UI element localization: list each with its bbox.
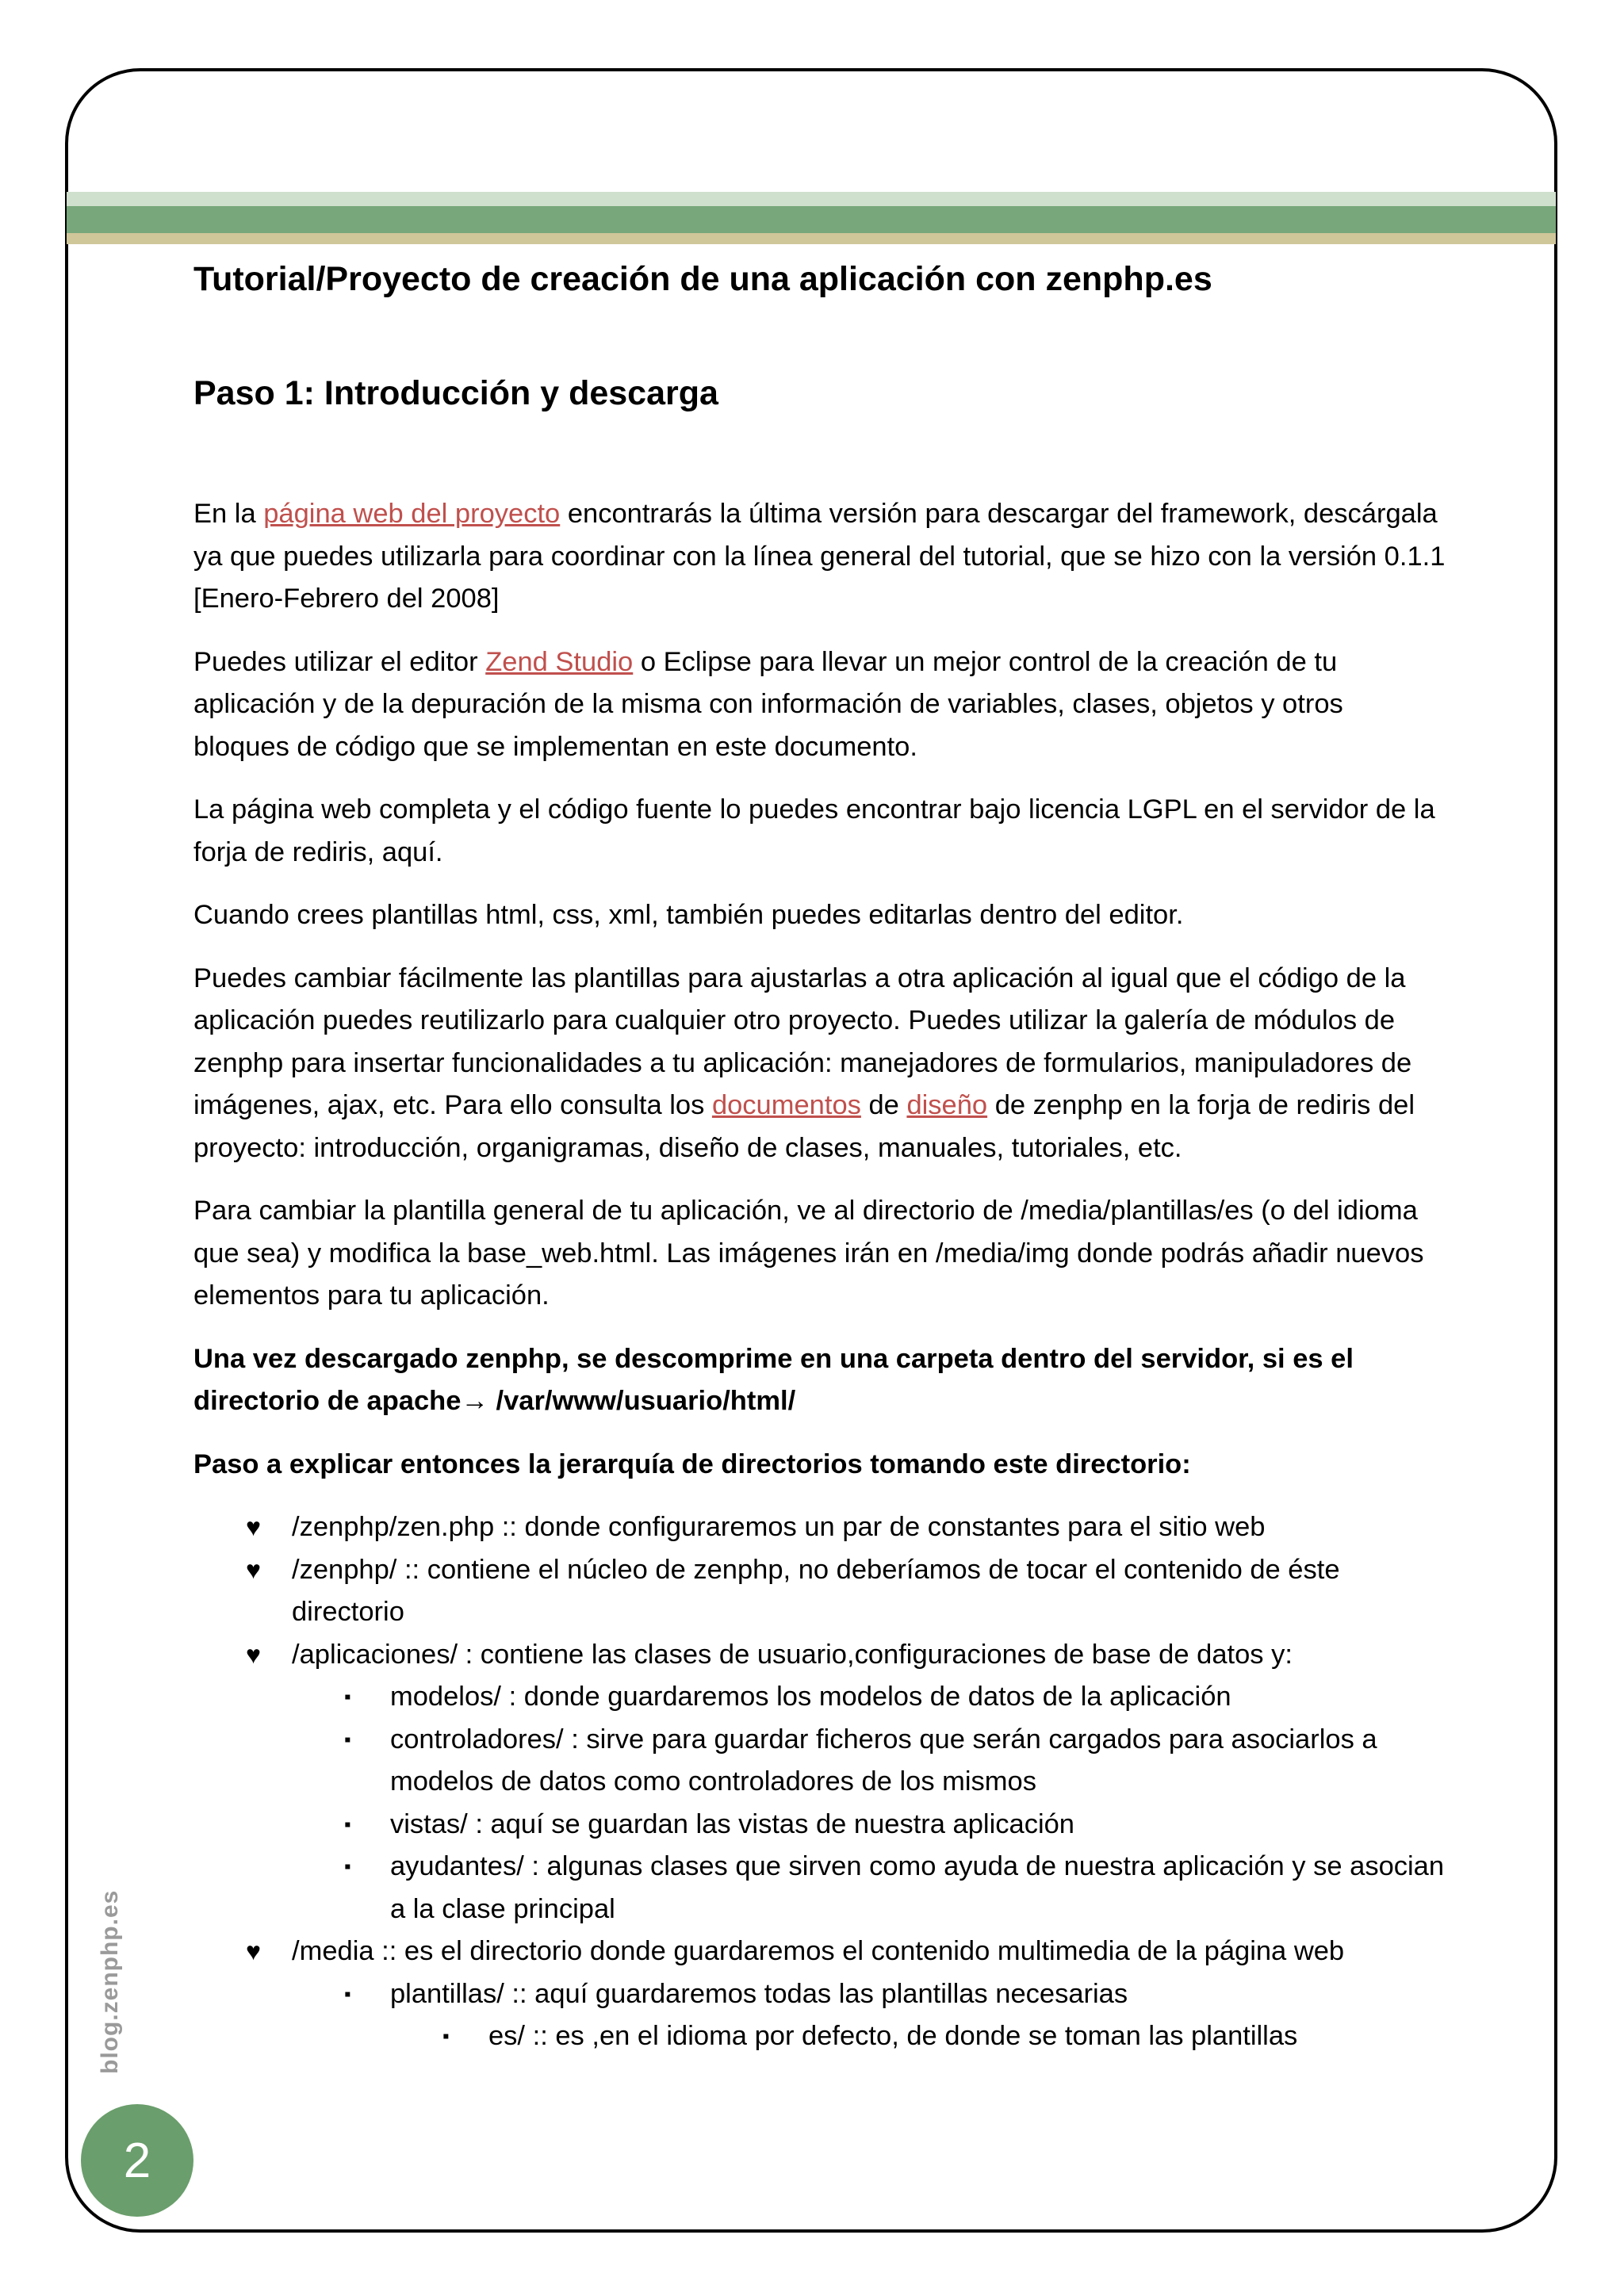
text: Puedes cambiar fácilmente las plantillas para ajustarlas a otra aplicación al igual que el código de la aplicación puedes reutilizarlo para cualquier otro proyecto. Puedes utilizar la galería de módulos de zenphp para insertar funcionalidades a tu aplicación: manejadores de formularios, manipuladores de imágenes, ajax, etc. Para ello consulta los xyxy=(193,962,1412,1120)
zend-studio-link[interactable]: Zend Studio xyxy=(485,646,634,677)
sublist-item xyxy=(292,1804,1446,1846)
text: Una vez descargado zenphp, se descomprime en una carpeta dentro del servidor, si es el directorio de apache xyxy=(193,1343,1354,1416)
list-item-text: controladores/ : sirve para guardar ficheros que serán cargados para asociarlos a modelos de datos como controladores de los mismos xyxy=(390,1724,1377,1797)
square-bullet-icon: ▪ xyxy=(442,2026,450,2047)
diseno-link[interactable]: diseño xyxy=(906,1090,988,1120)
paragraph-modules xyxy=(193,958,1446,1170)
document-body xyxy=(193,252,1446,2058)
list-item-text: vistas/ : aquí se guardan las vistas de nuestra aplicación xyxy=(390,1808,1074,1839)
text: encontrarás la última versión para descargar del framework, descárgala ya que puedes utilizarla para coordinar con la línea general del tutorial, que se hizo con la versión 0.1.1 [Enero-Febrero del 2008] xyxy=(193,499,1446,614)
heart-bullet-icon: ♥ xyxy=(246,1937,261,1965)
square-bullet-icon: ▪ xyxy=(344,1856,351,1877)
list-item xyxy=(193,1931,1446,2058)
list-item-text: ayudantes/ : algunas clases que sirven como ayuda de nuestra aplicación y se asocian a la clase principal xyxy=(390,1851,1445,1924)
square-bullet-icon: ▪ xyxy=(344,1813,351,1835)
list-item xyxy=(193,1506,1446,1549)
list-item-text: es/ :: es ,en el idioma por defecto, de donde se toman las plantillas xyxy=(488,2021,1298,2051)
text: de xyxy=(860,1090,907,1120)
sublist-item xyxy=(292,1719,1446,1804)
sublist-item xyxy=(292,1846,1446,1931)
text: de zenphp en la forja de rediris del proyecto: introducción, organigramas, diseño de clases, manuales, tutoriales, etc. xyxy=(193,1090,1415,1163)
list-item xyxy=(193,1634,1446,1931)
sublist xyxy=(292,1973,1446,2058)
paragraph-hierarchy: Paso a explicar entonces la jerarquía de directorios tomando este directorio: xyxy=(193,1448,1191,1479)
documentos-link[interactable]: documentos xyxy=(711,1090,861,1120)
project-page-link[interactable]: página web del proyecto xyxy=(263,499,561,529)
text: En la xyxy=(193,499,264,529)
heart-bullet-icon: ♥ xyxy=(246,1640,261,1669)
sublist xyxy=(292,1676,1446,1931)
header-band-main xyxy=(67,206,1556,233)
sublist-item xyxy=(390,2015,1446,2058)
directory-list xyxy=(193,1506,1446,2058)
sublist-nested xyxy=(390,2015,1446,2058)
list-item-text: /zenphp/ :: contiene el núcleo de zenphp, no deberíamos de tocar el contenido de éste directorio xyxy=(292,1554,1340,1627)
list-item-text: modelos/ : donde guardaremos los modelos de datos de la aplicación xyxy=(390,1682,1231,1712)
paragraph-base-template: Para cambiar la plantilla general de tu aplicación, ve al directorio de /media/plantillas/es (o del idioma que sea) y modifica la base_web.html. Las imágenes irán en /media/img donde podrás añadir nuevos elementos para tu aplicación. xyxy=(193,1196,1424,1311)
square-bullet-icon: ▪ xyxy=(344,1983,351,2005)
blog-side-label: blog.zenphp.es xyxy=(97,1889,123,2074)
list-item-text: plantillas/ :: aquí guardaremos todas las plantillas necesarias xyxy=(390,1978,1128,2009)
paragraph-license: La página web completa y el código fuente lo puedes encontrar bajo licencia LGPL en el servidor de la forja de rediris, aquí. xyxy=(193,794,1435,867)
header-band-light xyxy=(67,192,1556,206)
square-bullet-icon: ▪ xyxy=(344,1728,351,1751)
sublist-item xyxy=(292,1676,1446,1719)
heart-bullet-icon: ♥ xyxy=(246,1555,261,1584)
section-title: Paso 1: Introducción y descarga xyxy=(193,374,718,412)
list-item-text: /media :: es el directorio donde guardaremos el contenido multimedia de la página web xyxy=(292,1936,1345,1966)
text: Puedes utilizar el editor xyxy=(193,646,486,677)
text: o Eclipse para llevar un mejor control de la creación de tu aplicación y de la depuración de la misma con información de variables, clases, objetos y otros bloques de código que se implementan en este documento. xyxy=(193,646,1343,762)
page-number-badge: 2 xyxy=(81,2104,193,2217)
heart-bullet-icon: ♥ xyxy=(246,1513,261,1541)
paragraph-templates: Cuando crees plantillas html, css, xml, también puedes editarlas dentro del editor. xyxy=(193,900,1184,930)
paragraph-editor xyxy=(193,641,1446,769)
arrow-icon: → xyxy=(461,1386,488,1416)
list-item-text: /aplicaciones/ : contiene las clases de usuario,configuraciones de base de datos y: xyxy=(292,1639,1293,1670)
square-bullet-icon: ▪ xyxy=(344,1686,351,1708)
document-title: Tutorial/Proyecto de creación de una aplicación con zenphp.es xyxy=(193,260,1212,298)
paragraph-unzip xyxy=(193,1338,1446,1423)
list-item-text: /zenphp/zen.php :: donde configuraremos un par de constantes para el sitio web xyxy=(292,1512,1266,1542)
header-band-tan xyxy=(67,233,1556,244)
list-item xyxy=(193,1549,1446,1634)
text: /var/www/usuario/html/ xyxy=(488,1386,796,1416)
paragraph-download xyxy=(193,493,1446,621)
sublist-item xyxy=(292,1973,1446,2058)
